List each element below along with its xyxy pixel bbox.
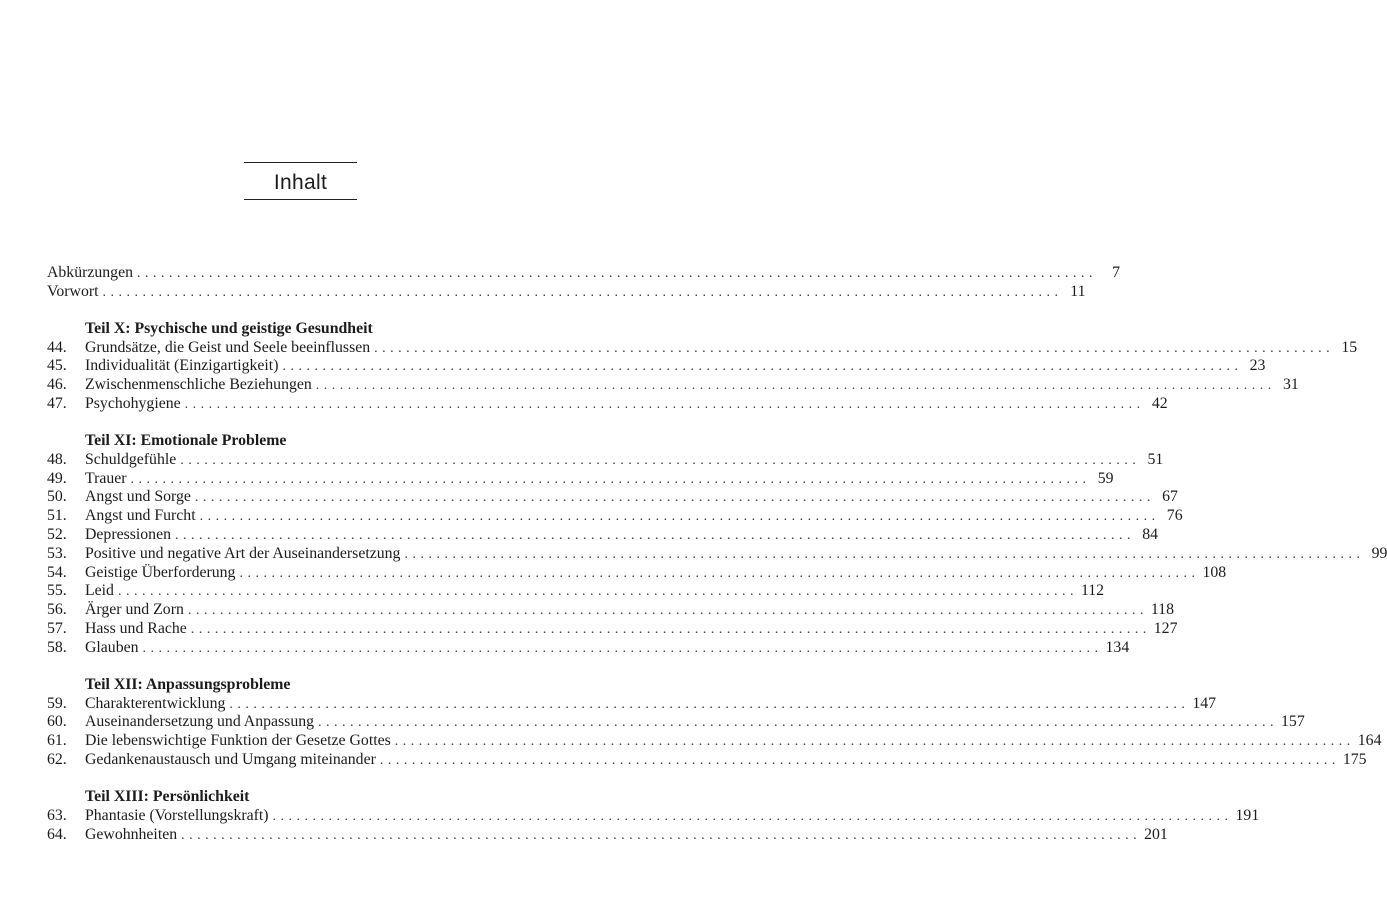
toc-entry-title: Vorwort [47,282,99,300]
chapter-number: 51. [47,507,67,525]
toc-entry-page: 118 [1150,601,1174,619]
chapter-number: 58. [47,638,67,656]
toc-entry [0,507,1183,526]
toc-entry-page: 157 [1281,713,1305,731]
chapter-number: 57. [47,619,67,637]
toc-entry [0,732,1382,751]
toc-entry-page: 51 [1147,450,1164,468]
toc-entry-title: Abkürzungen [47,264,133,281]
dot-leader: ........................................................................................................................ [181,827,1142,843]
toc-entry-title: Zwischenmenschliche Beziehungen [85,376,312,394]
toc-entry-title: Hass und Rache [85,619,187,637]
toc-entry-title: Grundsätze, die Geist und Seele beeinflussen [85,338,371,356]
dot-leader: ........................................................................................................................ [142,640,1103,656]
chapter-number: 64. [47,825,67,843]
section-spacer [0,770,601,786]
dot-leader: ........................................................................................................................ [374,340,1335,356]
toc-entry-title: Individualität (Einzigartigkeit) [85,357,279,375]
toc-entry [0,394,1168,414]
toc-entry [0,357,1266,376]
toc-entry [0,376,1299,395]
chapter-number: 53. [47,544,67,562]
chapter-number: 48. [47,450,67,468]
toc-entry-page: 31 [1282,376,1299,394]
dot-leader: ........................................................................................................................ [187,603,1148,619]
toc-entry-title: Gedankenaustausch und Umgang miteinander [85,750,376,768]
dot-leader: ........................................................................................................................ [180,452,1141,468]
dot-leader: ........................................................................................................................ [394,734,1355,750]
toc-entry-title: Psychohygiene [85,394,181,412]
toc-entry [0,806,1260,826]
toc-entry-title: Gewohnheiten [85,825,178,843]
toc-entry [0,469,1114,489]
dot-leader: ........................................................................................................................ [136,266,1097,281]
toc-entry-title: Schuldgefühle [85,450,177,468]
toc-entry [0,450,1164,470]
dot-leader: ........................................................................................................................ [199,509,1160,525]
toc-entry-page: 59 [1097,469,1114,487]
heading-rule-bottom [244,199,357,200]
toc-entry-page: 99 [1371,544,1387,562]
toc-entry [0,338,1358,358]
dot-leader: ........................................................................................................................ [318,715,1279,731]
dot-leader: ........................................................................................................................ [130,471,1091,487]
toc-entry-page: 127 [1153,619,1178,637]
toc-entry [0,713,1305,732]
chapter-number: 60. [47,713,67,731]
section-heading: Teil X: Psychische und geistige Gesundheit [85,319,373,337]
toc-entry-page: 108 [1202,563,1227,581]
toc-entry-title: Glauben [85,638,139,656]
toc-entry-title: Geistige Überforderung [85,563,236,581]
toc-entry-page: 11 [1070,282,1086,300]
toc-entry-page: 191 [1235,806,1260,824]
toc-entry [0,694,1217,714]
toc-entry-page: 164 [1357,732,1382,750]
dot-leader: ........................................................................................................................ [379,752,1340,768]
section-spacer [0,302,601,318]
section-heading: Teil XI: Emotionale Probleme [85,431,287,449]
toc-entry-title: Positive und negative Art der Auseinandersetzung [85,544,401,562]
toc-entry-page: 7 [1112,264,1120,281]
dot-leader: ........................................................................................................................ [239,565,1200,581]
toc-entry [0,750,1367,770]
chapter-number: 56. [47,601,67,619]
toc-entry [0,488,1178,507]
chapter-number: 62. [47,750,67,768]
toc-entry-title: Leid [85,582,114,600]
toc-entry [0,264,1120,283]
toc-entry-page: 201 [1144,825,1168,843]
toc-entry-title: Auseinandersetzung und Anpassung [85,713,315,731]
toc-entry-title: Angst und Furcht [85,507,196,525]
toc-entry-title: Depressionen [85,525,171,543]
toc-entry-page: 84 [1142,525,1158,543]
dot-leader: ........................................................................................................................ [272,808,1233,824]
dot-leader: ........................................................................................................................ [404,546,1365,562]
toc-entry [0,525,1158,545]
toc-entry [0,825,1168,845]
toc-entry [0,638,1130,658]
toc-entry-page: 76 [1166,507,1183,525]
toc-entry-title: Phantasie (Vorstellungskraft) [85,806,269,824]
chapter-number: 61. [47,732,67,750]
toc-entry-page: 147 [1192,694,1217,712]
dot-leader: ........................................................................................................................ [315,378,1276,394]
toc-entry-page: 15 [1341,338,1358,356]
chapter-number: 54. [47,563,67,581]
toc-entry-title: Angst und Sorge [85,488,191,506]
toc-entry-title: Charakterentwicklung [85,694,226,712]
chapter-number: 49. [47,469,67,487]
toc-entry [0,544,1387,564]
chapter-number: 44. [47,338,67,356]
heading-rule-top [244,162,357,163]
toc-entry [0,582,1105,601]
section-spacer [0,414,601,430]
dot-leader: ........................................................................................................................ [184,396,1145,412]
chapter-number: 46. [47,376,67,394]
toc-entry-page: 67 [1162,488,1178,506]
section-heading: Teil XII: Anpassungsprobleme [85,675,291,693]
toc-entry-title: Ärger und Zorn [85,601,184,619]
dot-leader: ........................................................................................................................ [194,490,1155,506]
dot-leader: ........................................................................................................................ [282,359,1243,375]
dot-leader: ........................................................................................................................ [174,527,1135,543]
page-title: Inhalt [273,171,328,194]
toc-entry-page: 23 [1249,357,1266,375]
toc-entry [0,563,1227,583]
chapter-number: 47. [47,394,67,412]
chapter-number: 50. [47,488,67,506]
dot-leader: ........................................................................................................................ [190,621,1151,637]
table-of-contents [0,264,1387,844]
toc-entry [0,601,1174,620]
chapter-number: 52. [47,525,67,543]
toc-entry-page: 112 [1080,582,1105,600]
chapter-number: 63. [47,806,67,824]
toc-entry-page: 134 [1105,638,1130,656]
chapter-number: 45. [47,357,67,375]
section-spacer [0,658,601,674]
section-heading: Teil XIII: Persönlichkeit [85,787,250,805]
chapter-number: 55. [47,582,67,600]
chapter-number: 59. [47,694,67,712]
toc-entry-title: Trauer [85,469,127,487]
toc-entry-page: 42 [1151,394,1168,412]
toc-entry-page: 175 [1342,750,1367,768]
dot-leader: ........................................................................................................................ [102,284,1063,300]
dot-leader: ........................................................................................................................ [117,584,1078,600]
toc-entry [0,619,1178,639]
toc-entry [0,282,1086,302]
dot-leader: ........................................................................................................................ [229,696,1190,712]
toc-entry-title: Die lebenswichtige Funktion der Gesetze Gottes [85,732,391,750]
